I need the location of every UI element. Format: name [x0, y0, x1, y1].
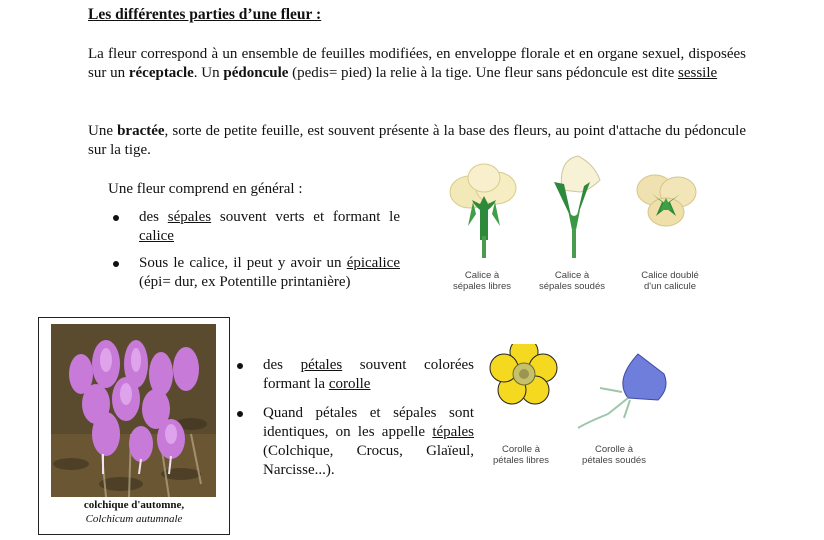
bullet-list-calice	[108, 208, 400, 292]
term-bractee: bractée	[117, 123, 165, 139]
list-item: Quand pétales et sépales sont identiques, on les appelle tépales (Colchique, Crocus, Glaïeul, Narcisse...).	[232, 404, 474, 480]
calice-illustrations	[440, 150, 730, 266]
list-item: des sépales souvent verts et formant le calice	[108, 208, 400, 246]
calice-sepales-soudes-icon	[554, 156, 600, 258]
photo-caption-latin: Colchicum autumnale	[85, 513, 183, 525]
colchique-photo	[51, 324, 216, 497]
bullet-icon	[113, 215, 119, 221]
bullet-icon	[237, 363, 243, 369]
caption-calice-soudes: Calice à sépales soudés	[538, 270, 606, 292]
paragraph-bractee: Une bractée, sorte de petite feuille, est souvent présente à la base des fleurs, au point d'attache du pédoncule sur la tige.	[88, 123, 746, 158]
corolle-petales-libres-icon	[490, 344, 557, 404]
intro-text: Une fleur comprend en général :	[108, 181, 303, 197]
paragraph-fleur: La fleur correspond à un ensemble de feuilles modifiées, en enveloppe florale et en organe sexuel, disposées sur un réceptacle. Un pédoncule (pedis= pied) la relie à la tige. Une fleur sans pédoncule est dite sessile	[88, 46, 746, 81]
calice-calicule-icon	[637, 175, 696, 226]
caption-corolle-libres: Corolle à pétales libres	[493, 444, 549, 466]
bullet-list-corolle	[232, 356, 474, 480]
photo-frame	[38, 317, 230, 535]
caption-calicule: Calice doublé d'un calicule	[641, 270, 699, 292]
caption-corolle-soudes: Corolle à pétales soudés	[582, 444, 646, 466]
calice-sepales-libres-icon	[450, 164, 516, 258]
list-item: des pétales souvent colorées formant la corolle	[232, 356, 474, 394]
list-item: Sous le calice, il peut y avoir un épicalice (épi= dur, ex Potentille printanière)	[108, 254, 400, 292]
caption-calice-libres: Calice à sépales libres	[452, 270, 512, 292]
term-sessile: sessile	[677, 65, 718, 81]
term-receptacle: réceptacle	[128, 65, 194, 81]
page-title: Les différentes parties d’une fleur :	[88, 6, 322, 23]
bullet-icon	[237, 411, 243, 417]
photo-caption-name: colchique d'automne,	[83, 499, 185, 511]
corolle-petales-soudes-icon	[578, 354, 666, 428]
corolle-illustrations	[488, 344, 678, 440]
bullet-icon	[113, 261, 119, 267]
term-pedoncule: pédoncule	[223, 65, 289, 81]
